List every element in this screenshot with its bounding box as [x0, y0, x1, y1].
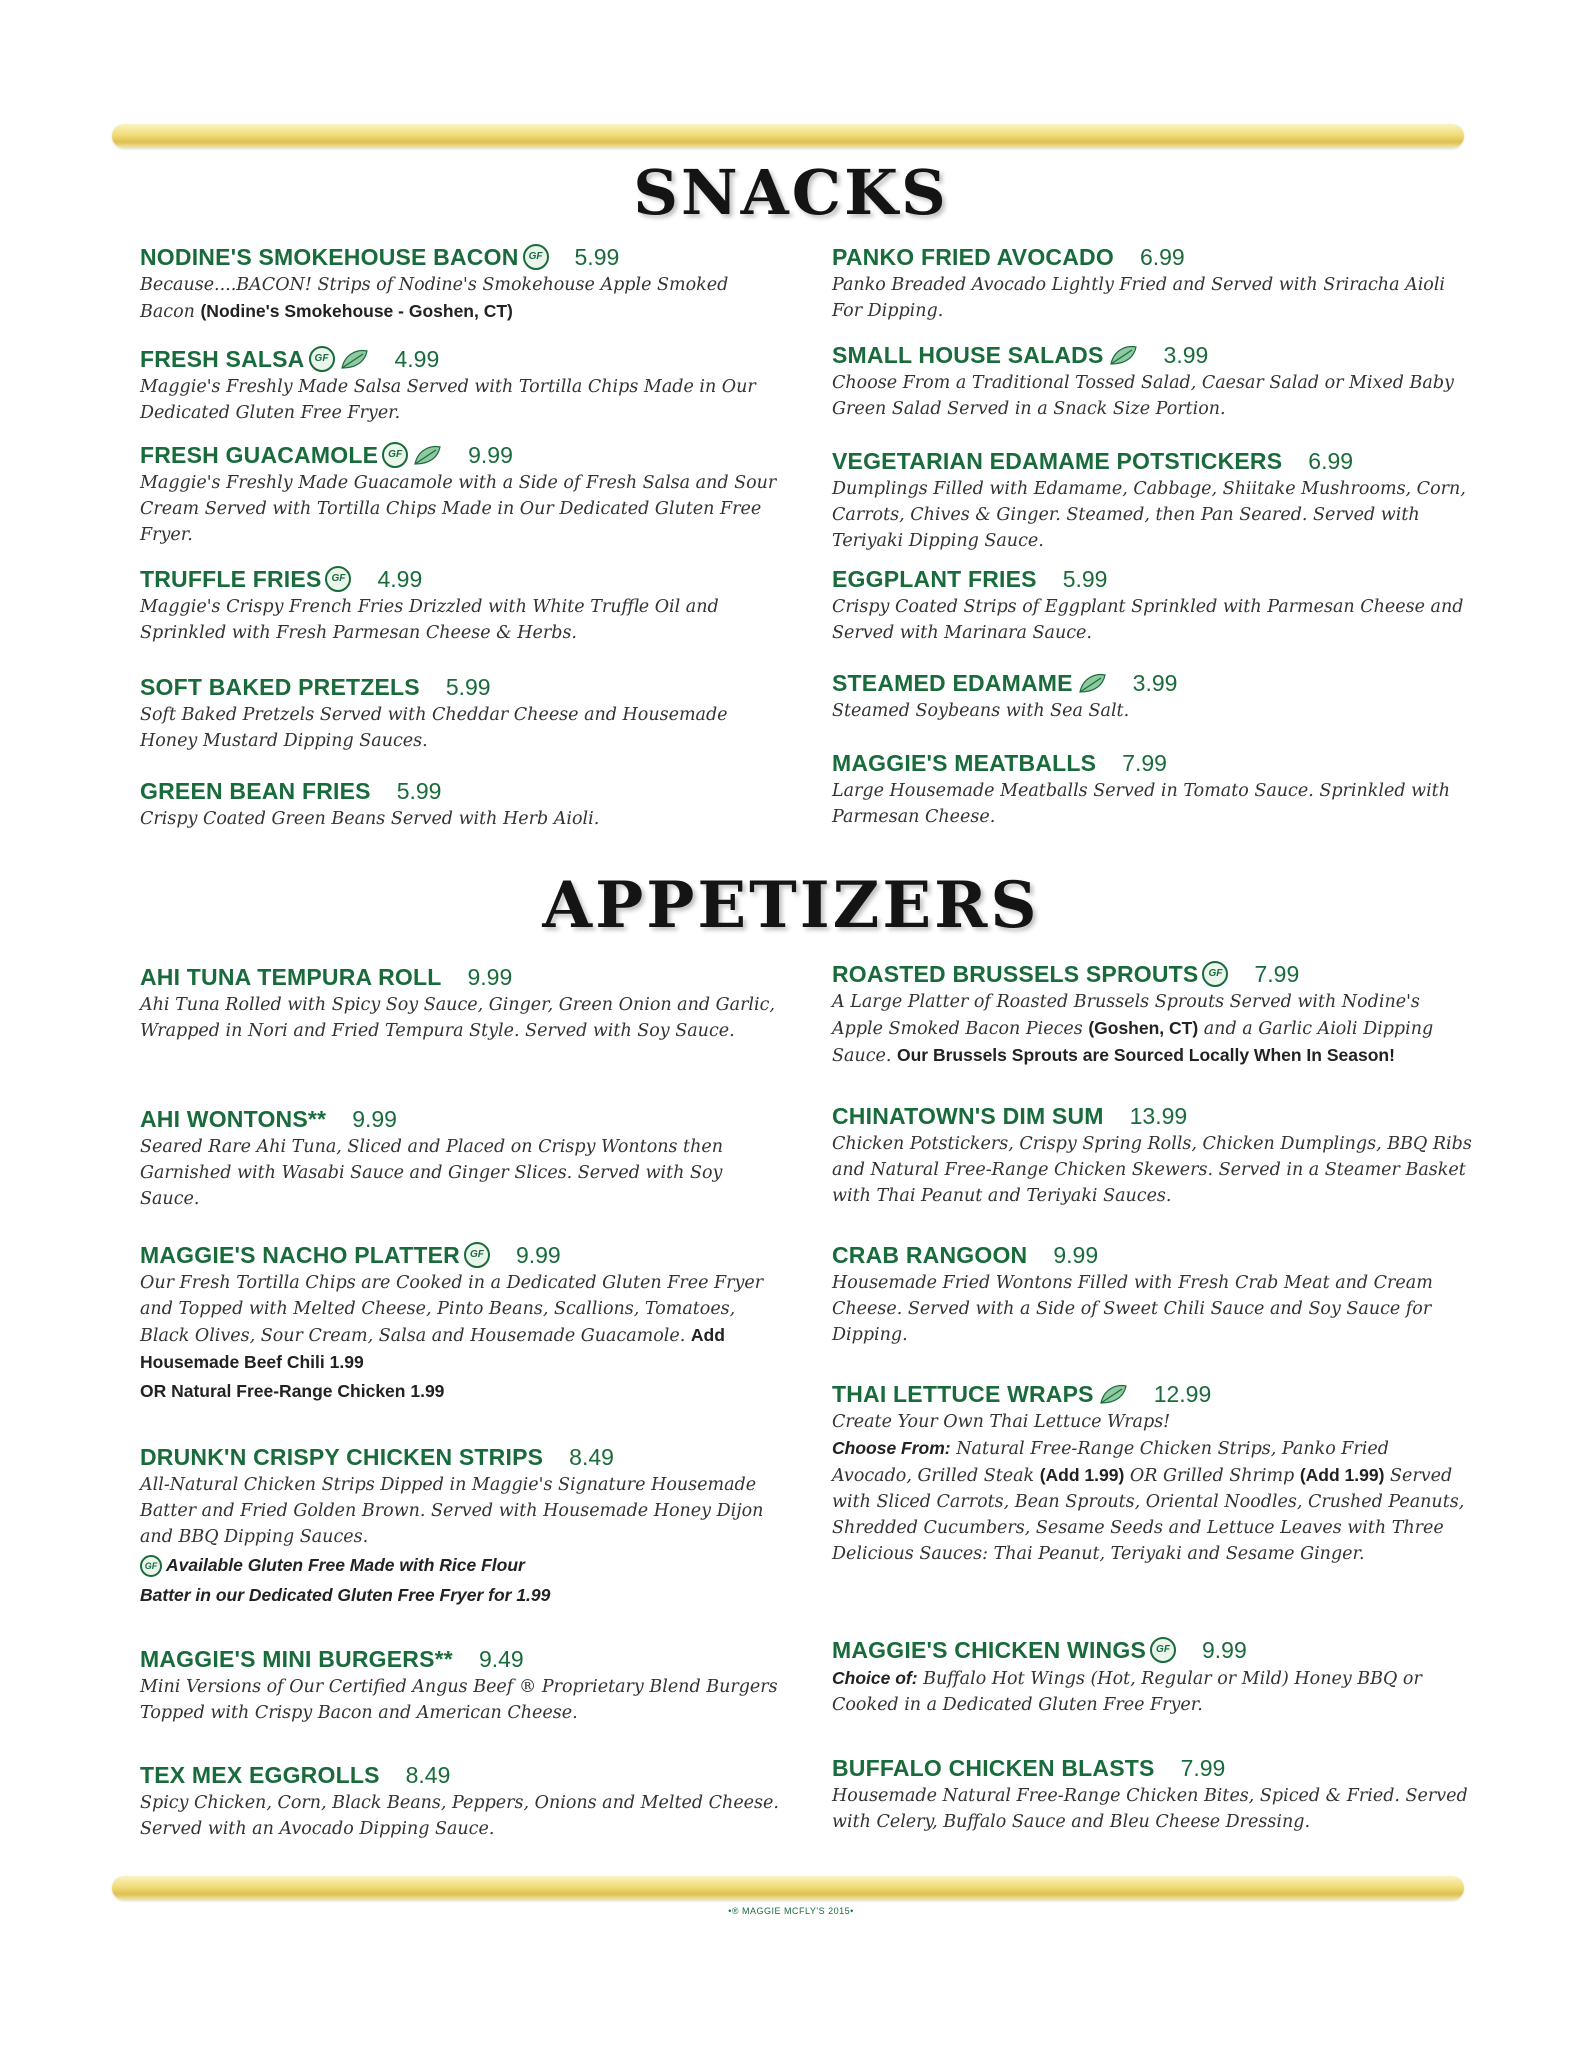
- menu-item: [832, 1379, 1472, 1567]
- item-name: CHINATOWN'S DIM SUM: [832, 1102, 1104, 1129]
- appetizers-heading: APPETIZERS: [542, 868, 1040, 943]
- item-name: AHI TUNA TEMPURA ROLL: [140, 963, 442, 990]
- item-price: 6.99: [1308, 447, 1354, 474]
- menu-item: [140, 242, 780, 325]
- item-description: A Large Platter of Roasted Brussels Sprouts Served with Nodine's Apple Smoked Bacon Pieces (Goshen, CT) and a Garlic Aioli Dipping Sauce. Our Brussels Sprouts are Sourced Locally When In Season!: [832, 992, 1434, 1066]
- menu-item: [140, 776, 780, 832]
- item-name: MAGGIE'S MEATBALLS: [832, 749, 1097, 776]
- item-name: TEX MEX EGGROLLS: [140, 1761, 380, 1788]
- vegetarian-leaf-icon: [339, 346, 369, 372]
- item-name: THAI LETTUCE WRAPS: [832, 1380, 1094, 1407]
- item-price: 6.99: [1139, 243, 1185, 270]
- gluten-free-icon: GF: [464, 1242, 490, 1268]
- item-price: 5.99: [445, 673, 491, 700]
- item-description: Create Your Own Thai Lettuce Wraps! Choose From: Natural Free-Range Chicken Strips, Panko Fried Avocado, Grilled Steak (Add 1.99) OR Grilled Shrimp (Add 1.99) Served with Sliced Carrots, Bean Sprouts, Oriental Noodles, Crushed Peanuts, Shredded Cucumbers, Sesame Seeds and Lettuce Leaves with Three Delicious Sauces: Thai Peanut, Teriyaki and Sesame Ginger.: [832, 1412, 1465, 1564]
- item-description: Panko Breaded Avocado Lightly Fried and Served with Sriracha Aioli For Dipping.: [832, 275, 1446, 321]
- gluten-free-icon: GF: [1150, 1637, 1176, 1663]
- item-price: 4.99: [377, 565, 423, 592]
- item-description: Choose From a Traditional Tossed Salad, Caesar Salad or Mixed Baby Green Salad Served in a Snack Size Portion.: [832, 373, 1454, 419]
- top-gold-divider: [112, 124, 1464, 148]
- item-price: 3.99: [1163, 341, 1209, 368]
- item-price: 3.99: [1132, 669, 1178, 696]
- item-name: MAGGIE'S CHICKEN WINGS: [832, 1636, 1146, 1663]
- item-description: Spicy Chicken, Corn, Black Beans, Peppers, Onions and Melted Cheese. Served with an Avocado Dipping Sauce.: [140, 1793, 779, 1839]
- item-name: BUFFALO CHICKEN BLASTS: [832, 1754, 1155, 1781]
- item-description: Crispy Coated Strips of Eggplant Sprinkled with Parmesan Cheese and Served with Marinara Sauce.: [832, 597, 1464, 643]
- gluten-free-icon: GF: [382, 442, 408, 468]
- item-description: Seared Rare Ahi Tuna, Sliced and Placed on Crispy Wontons then Garnished with Wasabi Sauce and Ginger Slices. Served with Soy Sauce.: [140, 1137, 723, 1209]
- item-name: GREEN BEAN FRIES: [140, 777, 371, 804]
- item-addon: OR Natural Free-Range Chicken 1.99: [140, 1381, 445, 1401]
- item-description: Crispy Coated Green Beans Served with Herb Aioli.: [140, 809, 600, 829]
- item-name: EGGPLANT FRIES: [832, 565, 1037, 592]
- item-name: SOFT BAKED PRETZELS: [140, 673, 420, 700]
- menu-item: [832, 340, 1472, 422]
- item-name: VEGETARIAN EDAMAME POTSTICKERS: [832, 447, 1283, 474]
- item-price: 5.99: [396, 777, 442, 804]
- item-description: Choice of: Buffalo Hot Wings (Hot, Regular or Mild) Honey BBQ or Cooked in a Dedicated Gluten Free Fryer.: [832, 1668, 1422, 1715]
- item-description: Ahi Tuna Rolled with Spicy Soy Sauce, Ginger, Green Onion and Garlic, Wrapped in Nori and Fried Tempura Style. Served with Soy Sauce.: [140, 995, 775, 1041]
- item-price: 5.99: [574, 243, 620, 270]
- menu-item: [140, 672, 780, 754]
- item-description: Maggie's Crispy French Fries Drizzled with White Truffle Oil and Sprinkled with Fresh Parmesan Cheese & Herbs.: [140, 597, 719, 643]
- item-price: 9.99: [515, 1241, 561, 1268]
- gluten-free-icon: GF: [523, 244, 549, 270]
- item-price: 9.99: [1202, 1636, 1247, 1663]
- item-name: SMALL HOUSE SALADS: [832, 341, 1104, 368]
- item-price: 9.99: [467, 963, 513, 990]
- item-price: 9.49: [478, 1645, 524, 1672]
- vegetarian-leaf-icon: [412, 442, 442, 468]
- menu-item: [140, 1104, 780, 1212]
- item-description: Because....BACON! Strips of Nodine's Smokehouse Apple Smoked Bacon (Nodine's Smokehouse - Goshen, CT): [140, 275, 729, 322]
- menu-item: [832, 668, 1472, 724]
- menu-item: [140, 344, 780, 426]
- menu-item: [140, 1760, 780, 1842]
- item-description: Chicken Potstickers, Crispy Spring Rolls, Chicken Dumplings, BBQ Ribs and Natural Free-Range Chicken Skewers. Served in a Steamer Basket with Thai Peanut and Teriyaki Sauces.: [832, 1134, 1472, 1206]
- menu-item: [832, 242, 1472, 324]
- item-price: 7.99: [1122, 749, 1167, 776]
- snacks-heading: SNACKS: [633, 156, 949, 229]
- menu-item: [832, 959, 1472, 1069]
- menu-item: [140, 440, 780, 548]
- item-description: Steamed Soybeans with Sea Salt.: [832, 701, 1130, 721]
- item-name: MAGGIE'S NACHO PLATTER: [140, 1241, 460, 1268]
- item-description: Housemade Fried Wontons Filled with Fresh Crab Meat and Cream Cheese. Served with a Side of Sweet Chili Sauce and Soy Sauce for Dipping.: [832, 1273, 1433, 1345]
- menu-item: [140, 1442, 780, 1610]
- item-price: 5.99: [1062, 565, 1108, 592]
- menu-item: [832, 748, 1472, 830]
- item-name: STEAMED EDAMAME: [832, 669, 1073, 696]
- item-price: 4.99: [394, 345, 440, 372]
- item-name: PANKO FRIED AVOCADO: [832, 243, 1114, 270]
- vegetarian-leaf-icon: [1077, 670, 1107, 696]
- gluten-free-note-line2: Batter in our Dedicated Gluten Free Fryer for 1.99: [140, 1585, 551, 1605]
- item-description: Maggie's Freshly Made Guacamole with a Side of Fresh Salsa and Sour Cream Served with Tortilla Chips Made in Our Dedicated Gluten Free Fryer.: [140, 473, 777, 545]
- item-name: AHI WONTONS**: [140, 1105, 327, 1132]
- item-price: 12.99: [1153, 1380, 1212, 1407]
- gluten-free-icon: GF: [325, 566, 351, 592]
- menu-item: [832, 1101, 1472, 1209]
- gluten-free-icon: GF: [140, 1555, 162, 1577]
- copyright-footer: •® MAGGIE MCFLY'S 2015•: [728, 1906, 854, 1916]
- item-price: 8.49: [569, 1443, 614, 1470]
- item-description: Soft Baked Pretzels Served with Cheddar Cheese and Housemade Honey Mustard Dipping Sauces.: [140, 705, 728, 751]
- item-name: DRUNK'N CRISPY CHICKEN STRIPS: [140, 1443, 544, 1470]
- menu-item: [140, 1240, 780, 1406]
- menu-item: [832, 1635, 1472, 1718]
- item-price: 9.99: [468, 441, 513, 468]
- item-price: 13.99: [1129, 1102, 1188, 1129]
- gluten-free-icon: GF: [309, 346, 335, 372]
- item-description: Dumplings Filled with Edamame, Cabbage, Shiitake Mushrooms, Corn, Carrots, Chives & Ginger. Steamed, then Pan Seared. Served with Teriyaki Dipping Sauce.: [832, 479, 1466, 551]
- item-description: Maggie's Freshly Made Salsa Served with Tortilla Chips Made in Our Dedicated Gluten Free Fryer.: [140, 377, 756, 423]
- item-price: 9.99: [1053, 1241, 1099, 1268]
- menu-item: [832, 446, 1472, 554]
- item-description: All-Natural Chicken Strips Dipped in Maggie's Signature Housemade Batter and Fried Golden Brown. Served with Housemade Honey Dijon and BBQ Dipping Sauces.: [140, 1475, 764, 1547]
- item-name: FRESH SALSA: [140, 345, 305, 372]
- item-price: 7.99: [1254, 960, 1300, 987]
- item-name: NODINE'S SMOKEHOUSE BACON: [140, 243, 519, 270]
- item-price: 7.99: [1180, 1754, 1226, 1781]
- item-name: ROASTED BRUSSELS SPROUTS: [832, 960, 1199, 987]
- vegetarian-leaf-icon: [1098, 1381, 1128, 1407]
- bottom-gold-divider: [112, 1876, 1464, 1900]
- item-description: Housemade Natural Free-Range Chicken Bites, Spiced & Fried. Served with Celery, Buffalo Sauce and Bleu Cheese Dressing.: [832, 1786, 1468, 1832]
- item-description: Our Fresh Tortilla Chips are Cooked in a Dedicated Gluten Free Fryer and Topped with Melted Cheese, Pinto Beans, Scallions, Tomatoes, Black Olives, Sour Cream, Salsa and Housemade Guacamole. Add Housemade Beef Chili 1.99: [140, 1273, 764, 1372]
- item-name: MAGGIE'S MINI BURGERS**: [140, 1645, 453, 1672]
- item-name: CRAB RANGOON: [832, 1241, 1028, 1268]
- menu-item: [832, 1240, 1472, 1348]
- menu-item: [140, 1644, 780, 1726]
- item-price: 8.49: [405, 1761, 451, 1788]
- item-name: FRESH GUACAMOLE: [140, 441, 379, 468]
- menu-item: [832, 1753, 1472, 1835]
- gluten-free-icon: GF: [1202, 961, 1228, 987]
- gluten-free-note: GF Available Gluten Free Made with Rice Flour: [140, 1550, 780, 1580]
- item-price: 9.99: [352, 1105, 397, 1132]
- vegetarian-leaf-icon: [1108, 342, 1138, 368]
- item-description: Mini Versions of Our Certified Angus Beef ® Proprietary Blend Burgers Topped with Crispy Bacon and American Cheese.: [140, 1677, 778, 1723]
- menu-item: [832, 564, 1472, 646]
- item-name: TRUFFLE FRIES: [140, 565, 322, 592]
- menu-item: [140, 564, 780, 646]
- item-description: Large Housemade Meatballs Served in Tomato Sauce. Sprinkled with Parmesan Cheese.: [832, 781, 1450, 827]
- menu-item: [140, 962, 780, 1044]
